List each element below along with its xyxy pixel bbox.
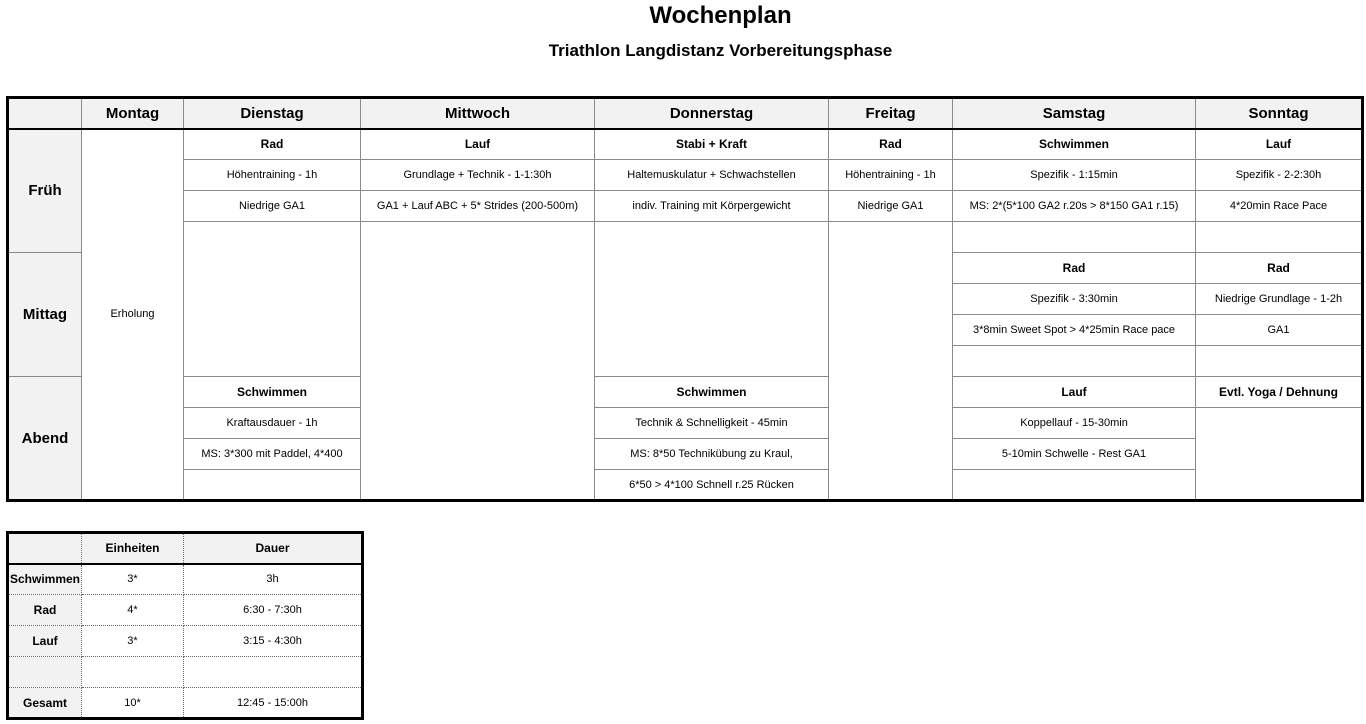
samstag-frueh-empty	[953, 222, 1196, 253]
freitag-frueh-detail: Höhentraining - 1h	[829, 160, 953, 191]
summary-total-units: 10*	[82, 688, 184, 719]
sonntag-frueh-intensity: 4*20min Race Pace	[1196, 191, 1363, 222]
samstag-abend-intensity: 5-10min Schwelle - Rest GA1	[953, 439, 1196, 470]
summary-empty-duration	[184, 657, 363, 688]
samstag-abend-detail: Koppellauf - 15-30min	[953, 408, 1196, 439]
sonntag-frueh-detail: Spezifik - 2-2:30h	[1196, 160, 1363, 191]
day-header-samstag: Samstag	[953, 98, 1196, 129]
sonntag-abend-empty	[1196, 408, 1363, 501]
summary-row-label: Schwimmen	[8, 564, 82, 595]
summary-total-label: Gesamt	[8, 688, 82, 719]
summary-row-duration: 3h	[184, 564, 363, 595]
montag-rest-cell: Erholung	[82, 129, 184, 501]
donnerstag-abend-sport: Schwimmen	[595, 377, 829, 408]
dienstag-frueh-intensity: Niedrige GA1	[184, 191, 361, 222]
freitag-frueh-sport: Rad	[829, 129, 953, 160]
day-header-freitag: Freitag	[829, 98, 953, 129]
donnerstag-frueh-intensity: indiv. Training mit Körpergewicht	[595, 191, 829, 222]
sonntag-abend-sport: Evtl. Yoga / Dehnung	[1196, 377, 1363, 408]
slot-label-frueh: Früh	[8, 129, 82, 253]
summary-empty-label	[8, 657, 82, 688]
day-header-dienstag: Dienstag	[184, 98, 361, 129]
summary-total-duration: 12:45 - 15:00h	[184, 688, 363, 719]
samstag-mittag-intensity: 3*8min Sweet Spot > 4*25min Race pace	[953, 315, 1196, 346]
summary-row-label: Rad	[8, 595, 82, 626]
page-subtitle: Triathlon Langdistanz Vorbereitungsphase	[548, 41, 893, 60]
day-header-montag: Montag	[82, 98, 184, 129]
samstag-mittag-sport: Rad	[953, 253, 1196, 284]
dienstag-abend-empty	[184, 470, 361, 501]
header-corner-cell	[8, 98, 82, 129]
samstag-mittag-detail: Spezifik - 3:30min	[953, 284, 1196, 315]
mittwoch-frueh-sport: Lauf	[361, 129, 595, 160]
dienstag-empty-cell	[184, 222, 361, 377]
day-header-donnerstag: Donnerstag	[595, 98, 829, 129]
freitag-empty-cell	[829, 222, 953, 501]
donnerstag-abend-main-set-cont: 6*50 > 4*100 Schnell r.25 Rücken	[595, 470, 829, 501]
weekly-plan-table	[6, 96, 1364, 502]
slot-label-mittag: Mittag	[8, 253, 82, 377]
summary-row-duration: 3:15 - 4:30h	[184, 626, 363, 657]
sonntag-mittag-sport: Rad	[1196, 253, 1363, 284]
dienstag-abend-sport: Schwimmen	[184, 377, 361, 408]
day-header-sonntag: Sonntag	[1196, 98, 1363, 129]
sonntag-frueh-sport: Lauf	[1196, 129, 1363, 160]
donnerstag-abend-main-set: MS: 8*50 Technikübung zu Kraul,	[595, 439, 829, 470]
samstag-mittag-empty	[953, 346, 1196, 377]
mittwoch-frueh-detail: Grundlage + Technik - 1-1:30h	[361, 160, 595, 191]
summary-row-units: 3*	[82, 564, 184, 595]
sonntag-mittag-empty	[1196, 346, 1363, 377]
slot-label-abend: Abend	[8, 377, 82, 501]
samstag-abend-empty	[953, 470, 1196, 501]
mittwoch-frueh-intensity: GA1 + Lauf ABC + 5* Strides (200-500m)	[361, 191, 595, 222]
sonntag-mittag-intensity: GA1	[1196, 315, 1363, 346]
summary-header-units: Einheiten	[82, 533, 184, 564]
summary-corner-cell	[8, 533, 82, 564]
mittwoch-empty-cell	[361, 222, 595, 501]
donnerstag-frueh-detail: Haltemuskulatur + Schwachstellen	[595, 160, 829, 191]
summary-header-duration: Dauer	[184, 533, 363, 564]
summary-empty-units	[82, 657, 184, 688]
samstag-abend-sport: Lauf	[953, 377, 1196, 408]
summary-row-label: Lauf	[8, 626, 82, 657]
summary-row-units: 3*	[82, 626, 184, 657]
page-title: Wochenplan	[649, 2, 792, 29]
summary-table	[6, 531, 364, 720]
samstag-frueh-intensity: MS: 2*(5*100 GA2 r.20s > 8*150 GA1 r.15)	[953, 191, 1196, 222]
samstag-frueh-detail: Spezifik - 1:15min	[953, 160, 1196, 191]
samstag-frueh-sport: Schwimmen	[953, 129, 1196, 160]
freitag-frueh-intensity: Niedrige GA1	[829, 191, 953, 222]
summary-row-duration: 6:30 - 7:30h	[184, 595, 363, 626]
sonntag-mittag-detail: Niedrige Grundlage - 1-2h	[1196, 284, 1363, 315]
donnerstag-empty-cell	[595, 222, 829, 377]
summary-row-units: 4*	[82, 595, 184, 626]
dienstag-abend-main-set: MS: 3*300 mit Paddel, 4*400	[184, 439, 361, 470]
sonntag-frueh-empty	[1196, 222, 1363, 253]
dienstag-frueh-detail: Höhentraining - 1h	[184, 160, 361, 191]
day-header-mittwoch: Mittwoch	[361, 98, 595, 129]
donnerstag-frueh-sport: Stabi + Kraft	[595, 129, 829, 160]
dienstag-abend-detail: Kraftausdauer - 1h	[184, 408, 361, 439]
dienstag-frueh-sport: Rad	[184, 129, 361, 160]
donnerstag-abend-detail: Technik & Schnelligkeit - 45min	[595, 408, 829, 439]
